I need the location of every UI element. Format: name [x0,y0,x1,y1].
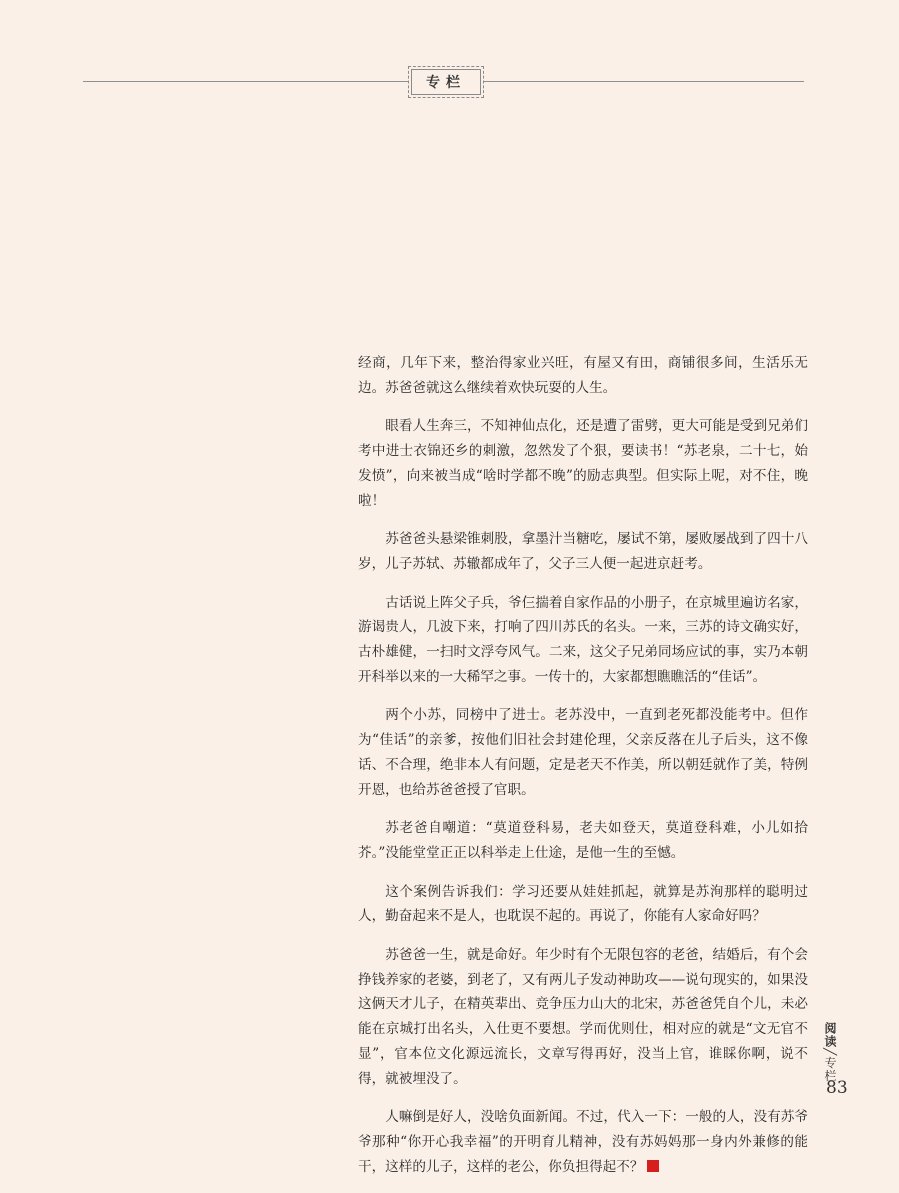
side-label-separator: ╱ [823,1048,837,1057]
page-number: 83 [826,1078,848,1098]
article-paragraph: 古话说上阵父子兵，爷仨揣着自家作品的小册子，在京城里遍访名家，游谒贵人，几波下来，打响了四川苏氏的名头。一来，三苏的诗文确实好，古朴雄健，一扫时文浮夸风气。二来，这父子兄弟同场应试的事，实乃本朝开科举以来的一大稀罕之事。一传十的，大家都想瞧瞧活的“佳话”。 [358,594,808,685]
article-paragraph: 苏老爸自嘲道：“莫道登科易，老夫如登天，莫道登科难，小儿如拾芥。”没能堂堂正正以科举走上仕途，是他一生的至憾。 [358,820,808,861]
article-paragraph: 眼看人生奔三，不知神仙点化，还是遭了雷劈，更大可能是受到兄弟们考中进士衣锦还乡的刺激，忽然发了个狠，要读书！“苏老泉，二十七，始发愤”，向来被当成“啥时学都不晚”的励志典型。但实际上呢，对不住，晚啦！ [358,418,808,509]
article-paragraph: 苏爸爸一生，就是命好。年少时有个无限包容的老爸，结婚后，有个会挣钱养家的老婆，到老了，又有两儿子发动神助攻——说句现实的，如果没这俩天才儿子，在精英辈出、竞争压力山大的北宋，苏爸爸凭自个儿，未必能在京城打出名头，入仕更不要想。学而优则仕，相对应的就是“文无官不显”，官本位文化源远流长，文章写得再好，没当上官，谁睬你啊，说不得，就被埋没了。 [358,947,808,1087]
section-header-box [408,66,484,98]
article-last-text: 人嘛倒是好人，没啥负面新闻。不过，代入一下：一般的人，没有苏爷爷那种“你开心我幸福”的开明育儿精神，没有苏妈妈那一身内外兼修的能干，这样的儿子，这样的老公，你负担得起不？ [358,1109,808,1175]
column-side-label [822,1022,839,1082]
end-of-article-mark [647,1160,659,1172]
section-title: 专栏 [411,69,481,95]
side-label-magazine: 阅读 [823,1022,837,1048]
article-paragraph: 苏爸爸头悬梁锥刺股，拿墨汁当糖吃，屡试不第，屡败屡战到了四十八岁，儿子苏轼、苏辙都成年了，父子三人便一起进京赶考。 [358,531,808,572]
article-paragraph: 两个小苏，同榜中了进士。老苏没中，一直到老死都没能考中。但作为“佳话”的亲爹，按他们旧社会封建伦理，父亲反落在儿子后头，这不像话、不合理，绝非本人有问题，定是老天不作美，所以朝廷就作了美，特例开恩，也给苏爸爸授了官职。 [358,707,808,798]
article-paragraph: 这个案例告诉我们：学习还要从娃娃抓起，就算是苏洵那样的聪明过人，勤奋起来不是人，也耽误不起的。再说了，你能有人家命好吗？ [358,883,808,925]
article-paragraph-last [358,1105,808,1179]
article-paragraph: 经商，几年下来，整治得家业兴旺，有屋又有田，商铺很多间，生活乐无边。苏爸爸就这么继续着欢快玩耍的人生。 [358,355,808,396]
article-body [358,351,808,1193]
side-label-section: 专栏 [823,1056,837,1083]
